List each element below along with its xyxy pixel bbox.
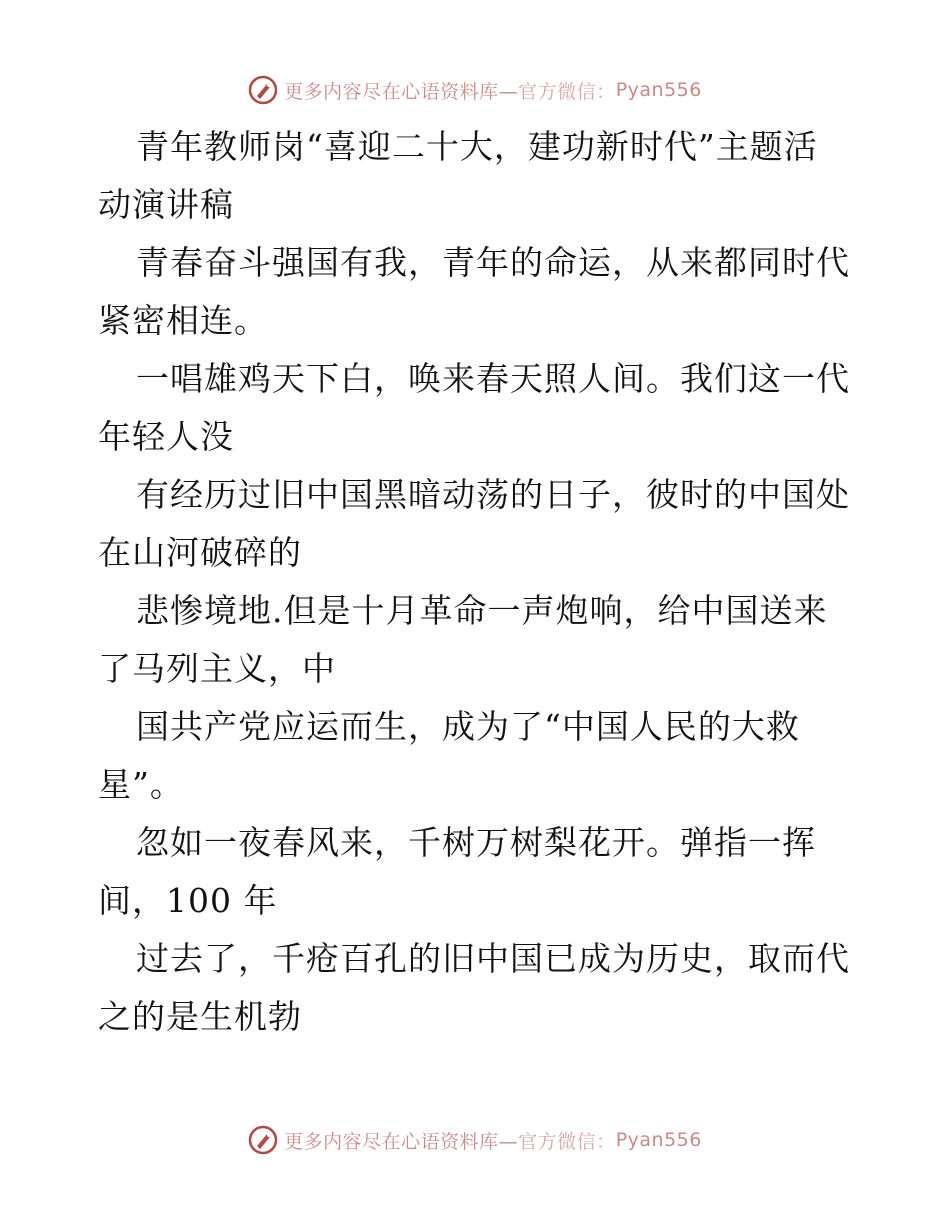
- pen-logo-icon: [248, 1125, 278, 1155]
- paragraph: [98, 582, 858, 698]
- paragraph: [98, 466, 858, 582]
- watermark-wechat-id: Pyan556: [615, 79, 702, 101]
- paragraph-line: 国共产党应运而生，成为了“中国人民的大救: [136, 707, 800, 746]
- paragraph-line: 年轻人没: [98, 417, 234, 456]
- paragraph-line: 忽如一夜春风来，千树万树梨花开。弹指一挥: [136, 823, 816, 862]
- footer-watermark: [0, 1120, 950, 1160]
- paragraph-line: 星”。: [98, 765, 184, 804]
- header-watermark: [0, 70, 950, 110]
- watermark-text: 更多内容尽在心语资料库—: [284, 1130, 519, 1153]
- paragraph-line: 一唱雄鸡天下白，唤来春天照人间。我们这一代: [136, 359, 850, 398]
- paragraph-line: 青年教师岗“喜迎二十大，建功新时代”主题活: [136, 127, 818, 166]
- paragraph-line: 之的是生机勃: [98, 997, 302, 1036]
- paragraph-line: 紧密相连。: [98, 301, 268, 340]
- paragraph: [98, 930, 858, 1046]
- watermark-text: 更多内容尽在心语资料库—: [284, 80, 519, 103]
- paragraph-line: 悲惨境地.但是十月革命一声炮响，给中国送来: [136, 591, 828, 630]
- paragraph-line: 过去了，千疮百孔的旧中国已成为历史，取而代: [136, 939, 850, 978]
- watermark-wechat-id: Pyan556: [615, 1129, 702, 1151]
- paragraph-line: 间，100 年: [98, 881, 278, 920]
- paragraph-line: 了马列主义，中: [98, 649, 336, 688]
- paragraph: [98, 698, 858, 814]
- watermark-wechat-label: 官方微信：: [518, 80, 616, 103]
- watermark-wechat-label: 官方微信：: [518, 1130, 616, 1153]
- paragraph-line: 有经历过旧中国黑暗动荡的日子，彼时的中国处: [136, 475, 850, 514]
- document-body: [98, 118, 858, 1046]
- paragraph-line: 青春奋斗强国有我，青年的命运，从来都同时代: [136, 243, 850, 282]
- paragraph: [98, 350, 858, 466]
- pen-logo-icon: [248, 75, 278, 105]
- paragraph-line: 动演讲稿: [98, 185, 234, 224]
- paragraph-line: 在山河破碎的: [98, 533, 302, 572]
- paragraph: [98, 118, 858, 234]
- paragraph: [98, 814, 858, 930]
- paragraph: [98, 234, 858, 350]
